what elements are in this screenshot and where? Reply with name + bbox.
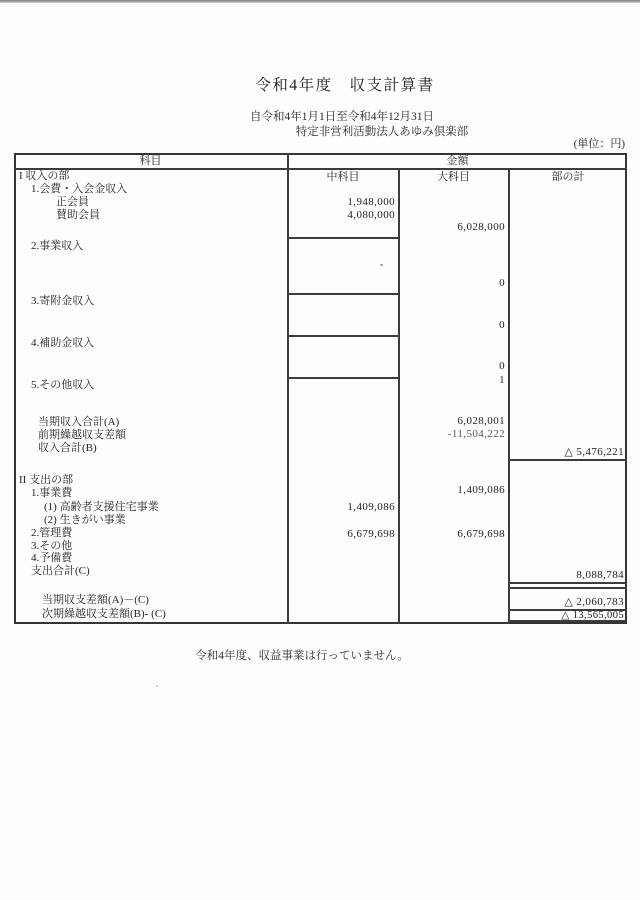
table-line <box>508 582 627 584</box>
row-label: 正会員 <box>56 196 89 208</box>
table-line <box>508 459 627 461</box>
footer-note: 令和4年度、収益事業は行っていません。 <box>195 650 409 662</box>
amount-section-total: 8,088,784 <box>576 569 624 581</box>
row-label: 前期繰越収支差額 <box>38 429 126 441</box>
row-label: (1) 高齢者支援住宅事業 <box>44 501 159 513</box>
table-outer-border <box>14 153 627 624</box>
table-line <box>287 335 399 337</box>
amount-middle: 1,409,086 <box>347 501 395 513</box>
row-label: 2.事業収入 <box>31 240 84 252</box>
table-line <box>287 237 399 239</box>
table-line <box>508 168 510 624</box>
row-label: 収入合計(B) <box>38 442 97 454</box>
amount-section-total: △ 13,565,005 <box>561 610 624 621</box>
amount-major: 0 <box>499 360 505 372</box>
row-label: 次期繰越収支差額(B)- (C) <box>42 608 166 620</box>
amount-major: 0 <box>499 319 505 331</box>
table-line <box>287 153 289 624</box>
row-label: 支出合計(C) <box>31 565 90 577</box>
row-label: 5.その他収入 <box>31 379 95 391</box>
amount-major: 1 <box>499 374 505 386</box>
header-amount: 金額 <box>446 155 469 167</box>
fiscal-period: 自令和4年1月1日至令和4年12月31日 <box>250 111 434 123</box>
row-label: 4.補助金収入 <box>31 337 95 349</box>
income-section-label: I 収入の部 <box>19 170 70 182</box>
amount-section-total: △ 2,060,783 <box>564 596 624 608</box>
row-label: 当期収入合計(A) <box>38 416 120 428</box>
document-title: 令和4年度 収支計算書 <box>255 77 435 94</box>
header-major-category: 大科目 <box>437 171 470 183</box>
row-label: 3.寄附金収入 <box>31 295 95 307</box>
amount-major: 0 <box>499 277 505 289</box>
row-label: 1.会費・入会金収入 <box>31 183 128 195</box>
unit-note: (単位：円) <box>573 138 625 150</box>
row-label: 当期収支差額(A)－(C) <box>42 594 149 606</box>
row-label: 賛助会員 <box>56 209 100 221</box>
amount-major: 1,409,086 <box>457 484 505 496</box>
scan-speck <box>156 685 158 687</box>
amount-major: 6,679,698 <box>457 528 505 540</box>
amount-major: -11,504,222 <box>447 428 505 440</box>
row-label: 1.事業費 <box>31 487 73 499</box>
table-line <box>287 377 399 379</box>
organization-name: 特定非営利活動法人あゆみ倶楽部 <box>295 126 469 138</box>
header-section-total: 部の計 <box>551 171 585 183</box>
scan-edge-artifact <box>0 0 640 3</box>
row-label: 2.管理費 <box>31 527 73 539</box>
row-label: 3.その他 <box>31 540 73 552</box>
header-middle-category: 中科目 <box>326 171 360 183</box>
table-line <box>508 587 627 589</box>
amount-major: 6,028,000 <box>457 221 505 233</box>
row-label: 4.予備費 <box>31 552 73 564</box>
expense-section-label: II 支出の部 <box>19 474 74 486</box>
amount-middle: 6,679,698 <box>347 528 395 540</box>
table-line <box>287 293 399 295</box>
amount-middle: 4,080,000 <box>347 209 395 221</box>
table-line <box>14 168 627 170</box>
amount-major: 6,028,001 <box>457 415 505 427</box>
amount-middle: 1,948,000 <box>347 196 395 208</box>
row-label: (2) 生きがい事業 <box>44 514 126 526</box>
header-subject: 科目 <box>139 155 162 167</box>
amount-section-total: △ 5,476,221 <box>564 446 624 458</box>
